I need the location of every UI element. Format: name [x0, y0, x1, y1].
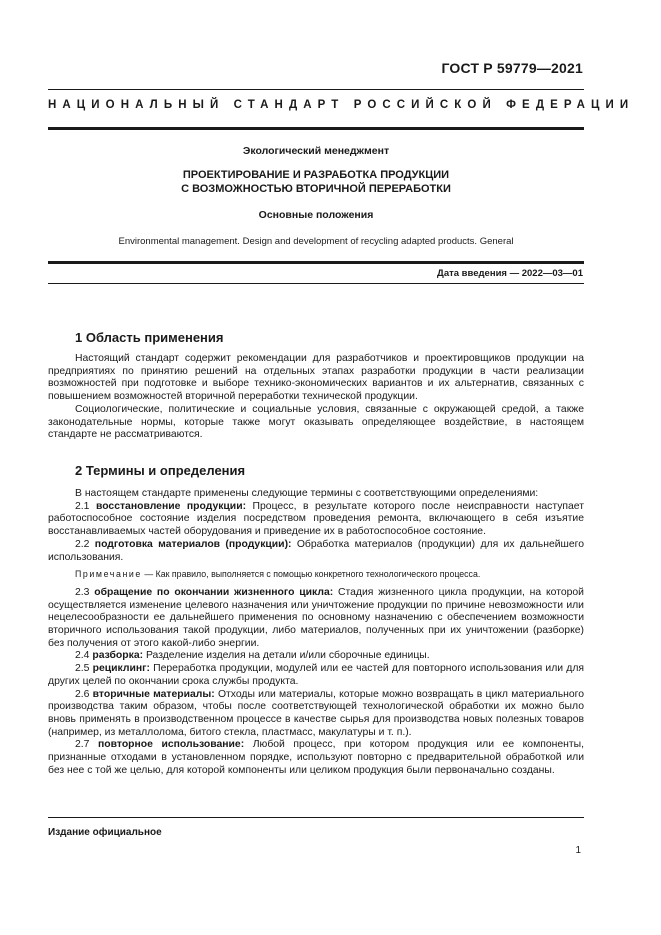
- term-2-6-name: вторичные материалы:: [92, 688, 215, 700]
- term-2-2-name: подготовка материалов (продукции):: [94, 538, 292, 550]
- official-edition-label: Издание официальное: [48, 827, 162, 838]
- title-top-rule: [48, 127, 584, 130]
- term-2-4: 2.4 разборка: Разделение изделия на детали и/или сборочные единицы.: [75, 650, 430, 662]
- title-bottom-rule: [48, 261, 584, 264]
- term-2-5-definition: Переработка продукции, модулей или ее частей для повторного использования или для других целей по окончании срока службы продукта.: [48, 663, 585, 687]
- footer-rule: [48, 817, 584, 818]
- section-2-body: [48, 488, 584, 777]
- national-standard-heading: НАЦИОНАЛЬНЫЙ СТАНДАРТ РОССИЙСКОЙ ФЕДЕРАЦИИ: [48, 99, 635, 111]
- note-text: — Как правило, выполняется с помощью конкретного технологического процесса.: [141, 569, 481, 580]
- term-2-6-definition: Отходы или материалы, которые можно возвращать в цикл материального производства таким образом, чтобы после соответствующей технологической обработки их можно было вновь применять в производственном процессе в качестве сырья для производства новых полезных товаров (например, из металлолома, битого стекла, пластмасс, макулатуры и т. п.).: [48, 688, 585, 738]
- standard-title: [48, 168, 584, 196]
- gost-code: ГОСТ Р 59779—2021: [441, 60, 583, 76]
- term-2-1-definition: Процесс, в результате которого после неисправности наступает работоспособное состояние изделия посредством проведения ремонта, включающего в себя изъятие восстанавливаемых частей оборудования и приведение их в работоспособное состояние.: [48, 500, 584, 538]
- section-1-paragraph-2: Социологические, политические и социальные условия, связанные с окружающей средой, а также законодательные нормы, которые также могут оказывать определяющее воздействие, в настоящем стандарте не рассматриваются.: [48, 403, 584, 441]
- standard-title-line2: С ВОЗМОЖНОСТЬЮ ВТОРИЧНОЙ ПЕРЕРАБОТКИ: [181, 183, 451, 195]
- standard-title-line1: ПРОЕКТИРОВАНИЕ И РАЗРАБОТКА ПРОДУКЦИИ: [182, 169, 450, 181]
- section-1-heading: 1 Область применения: [75, 330, 224, 345]
- header-rule: [48, 89, 584, 90]
- section-1-paragraph-1: Настоящий стандарт содержит рекомендации для разработчиков и проектировщиков продукции на предприятиях по принятию решений на отдельных этапах разработки продукции в части реализации возможностей при подготовке и выборе технико-экономических вариантов и их альтернатив, связанных с повышением возможностей вторичной переработки технической продукции.: [48, 353, 584, 403]
- term-2-4-name: разборка:: [92, 650, 144, 662]
- term-2-7: 2.7 повторное использование: Любой процесс, при котором продукция или ее компоненты, признанные отходами в установленном порядке, используют повторно с предварительной обработкой или без нее с той же целью, для которой компоненты или целиком продукция были первоначально созданы.: [48, 739, 584, 776]
- standard-subtitle: Основные положения: [258, 209, 374, 221]
- date-rule: [48, 283, 584, 284]
- page-number: 1: [575, 845, 581, 856]
- term-2-6: 2.6 вторичные материалы: Отходы или материалы, которые можно возвращать в цикл материального производства таким образом, чтобы после соответствующей технологической обработки их можно было вновь применять в производственном процессе в качестве сырья для производства новых полезных товаров (например, из металлолома, битого стекла, пластмасс, макулатуры и т. п.).: [48, 688, 585, 738]
- term-2-1: 2.1 восстановление продукции: Процесс, в результате которого после неисправности наступает работоспособное состояние изделия посредством проведения ремонта, включающего в себя изъятие восстанавливаемых частей оборудования и приведение их в работоспособное состояние.: [48, 500, 584, 538]
- term-2-5: 2.5 рециклинг: Переработка продукции, модулей или ее частей для повторного использования или для других целей по окончании срока службы продукта.: [48, 663, 585, 687]
- term-2-4-definition: Разделение изделия на детали и/или сборочные единицы.: [145, 650, 430, 662]
- standard-subject: Экологический менеджмент: [242, 145, 390, 157]
- term-2-1-name: восстановление продукции:: [95, 500, 247, 512]
- term-2-5-name: рециклинг:: [92, 663, 150, 675]
- section-2-intro: В настоящем стандарте применены следующие термины с соответствующими определениями:: [75, 488, 539, 499]
- term-2-2-note: [48, 568, 584, 581]
- term-2-2-definition: Обработка материалов (продукции) для их дальнейшего использования.: [48, 538, 584, 563]
- section-2-heading: 2 Термины и определения: [75, 463, 246, 478]
- term-2-3-definition: Стадия жизненного цикла продукции, на которой осуществляется изменение целевого назначения или уничтожение продукции по причине невозможности или нецелесообразности ее дальнейшего применения по основному назначению с обеспечением возможности вторичного использования такой продукции, либо материалов, полученных при их уничтожении (разборке) без получения от этого какой-либо энергии.: [48, 586, 584, 649]
- english-title: Environmental management. Design and development of recycling adapted products. General: [118, 236, 514, 247]
- term-2-7-name: повторное использование:: [98, 739, 245, 751]
- note-label: Примечание: [75, 569, 142, 580]
- term-2-2: 2.2 подготовка материалов (продукции): Обработка материалов (продукции) для их дальнейшего использования.: [48, 538, 584, 563]
- introduction-date: Дата введения — 2022—03—01: [437, 268, 583, 279]
- section-1-body: [48, 353, 584, 442]
- term-2-7-definition: Любой процесс, при котором продукция или ее компоненты, признанные отходами в установленном порядке, используют повторно с предварительной обработкой или без нее с той же целью, для которой компоненты или целиком продукция были первоначально созданы.: [48, 739, 584, 776]
- term-2-3-name: обращение по окончании жизненного цикла:: [94, 586, 334, 598]
- term-2-3: 2.3 обращение по окончании жизненного цикла: Стадия жизненного цикла продукции, на которой осуществляется изменение целевого назначения или уничтожение продукции по причине невозможности или нецелесообразности ее дальнейшего применения по основному назначению с обеспечением возможности вторичного использования такой продукции, либо материалов, полученных при их уничтожении (разборке) без получения от этого какой-либо энергии.: [48, 586, 584, 649]
